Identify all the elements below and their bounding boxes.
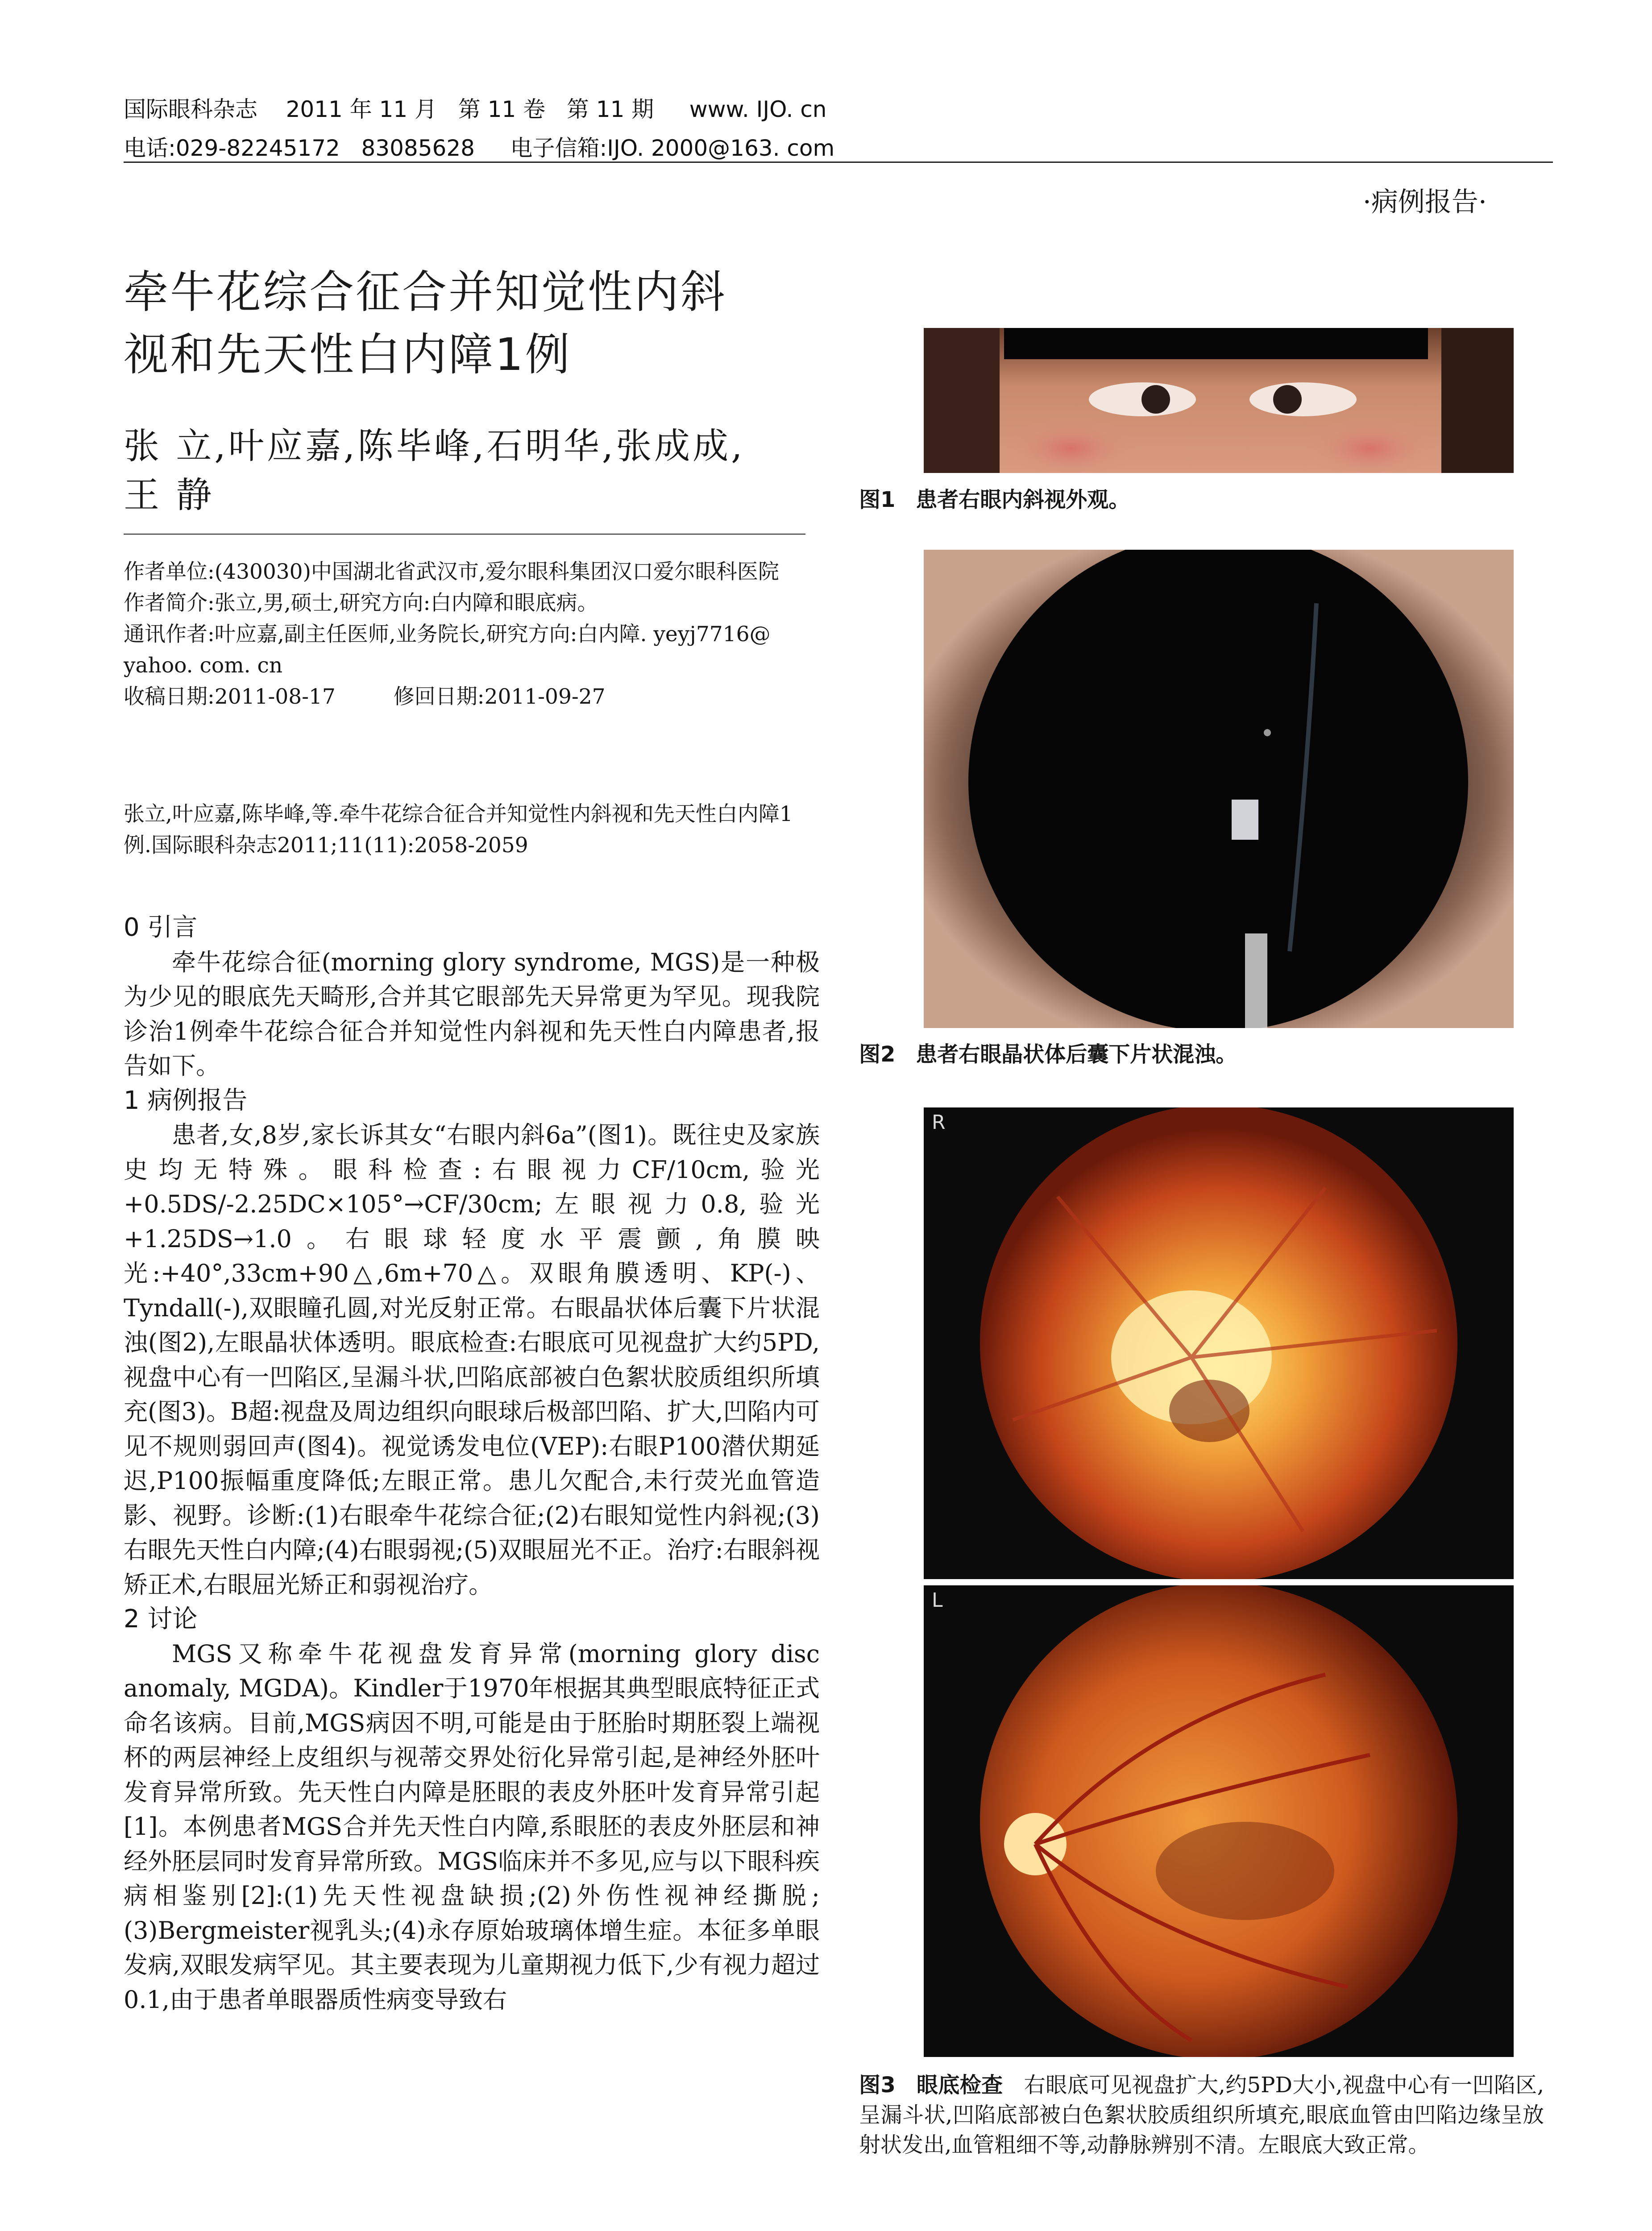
correspondence: 通讯作者:叶应嘉,副主任医师,业务院长,研究方向:白内障. yeyj7716@ yahoo. com. cn xyxy=(124,622,771,678)
figure-3-text: 右眼底可见视盘扩大,约5PD大小,视盘中心有一凹陷区,呈漏斗状,凹陷底部被白色絮状胶质组织所填充,眼底血管由凹陷边缘呈放射状发出,血管粗细不等,动静脉辨别不清。左眼底大致正常。 xyxy=(859,2073,1544,2157)
discussion-heading: 2 讨论 xyxy=(124,1605,198,1634)
title-line-2: 视和先天性白内障1例 xyxy=(124,328,572,381)
affiliation: 作者单位:(430030)中国湖北省武汉市,爱尔眼科集团汉口爱尔眼科医院 xyxy=(124,560,779,584)
figure-3-title: 眼底检查 xyxy=(916,2073,1003,2098)
figure-1-caption xyxy=(859,485,1130,515)
case-paragraph: 患者,女,8岁,家长诉其女“右眼内斜6a”(图1)。既往史及家族史均无特殊。眼科检查:右眼视力CF/10cm,验光+0.5DS/-2.25DC×105°→CF/30cm;左眼视力0.8,验光+1.25DS→1.0。右眼球轻度水平震颤,角膜映光:+40°,33cm+90△,6m+70△。双眼角膜透明、KP(-)、Tyndall(-),双眼瞳孔圆,对光反射正常。右眼晶状体后囊下片状混浊(图2),左眼晶状体透明。眼底检查:右眼底可见视盘扩大约5PD,视盘中心有一凹陷区,呈漏斗状,凹陷底部被白色絮状胶质组织所填充(图3)。B超:视盘及周边组织向眼球后极部凹陷、扩大,凹陷内可见不规则弱回声(图4)。视觉诱发电位(VEP):右眼P100潜伏期延迟,P100振幅重度降低;左眼正常。患儿欠配合,未行荧光血管造影、视野。诊断:(1)右眼牵牛花综合征;(2)右眼知觉性内斜视;(3)右眼先天性白内障;(4)右眼弱视;(5)双眼屈光不正。治疗:右眼斜视矫正术,右眼屈光矫正和弱视治疗。 xyxy=(124,1121,820,1599)
authors-rule xyxy=(124,534,805,535)
header-rule xyxy=(124,162,1553,163)
revised-date: 修回日期:2011-09-27 xyxy=(393,684,606,709)
fundus-left-label: L xyxy=(932,1589,943,1612)
figure-3-label: 图3 xyxy=(859,2073,896,2098)
case-heading: 1 病例报告 xyxy=(124,1086,248,1115)
authors-line-2: 王 静 xyxy=(124,474,215,516)
figure-3-fundus-left xyxy=(924,1585,1514,2057)
figure-3-caption xyxy=(859,2070,1544,2160)
section-tag: ·病例报告· xyxy=(1362,187,1487,218)
figure-2-label: 图2 xyxy=(859,1042,896,1067)
figure-1-photo xyxy=(924,328,1514,473)
figure-3-fundus-right xyxy=(924,1107,1514,1579)
figure-1-label: 图1 xyxy=(859,487,896,512)
journal-header-line2: 电话:029-82245172 83085628 电子信箱:IJO. 2000@163. com xyxy=(124,135,835,161)
fundus-right-label: R xyxy=(932,1111,946,1134)
intro-heading: 0 引言 xyxy=(124,913,198,942)
discussion-paragraph: MGS又称牵牛花视盘发育异常(morning glory disc anomaly, MGDA)。Kindler于1970年根据其典型眼底特征正式命名该病。目前,MGS病因不明,可能是由于胚胎时期胚裂上端视杯的两层神经上皮组织与视蒂交界处衍化异常引起,是神经外胚叶发育异常所致。先天性白内障是胚眼的表皮外胚叶发育异常引起[1]。本例患者MGS合并先天性白内障,系眼胚的表皮外胚层和神经外胚层同时发育异常所致。MGS临床并不多见,应与以下眼科疾病相鉴别[2]:(1)先天性视盘缺损;(2)外伤性视神经撕脱;(3)Bergmeister视乳头;(4)永存原始玻璃体增生症。本征多单眼发病,双眼发病罕见。其主要表现为儿童期视力低下,少有视力超过0.1,由于患者单眼器质性病变导致右 xyxy=(124,1639,820,2014)
figure-2-photo xyxy=(924,550,1514,1028)
dates xyxy=(124,681,820,713)
figure-1-text: 患者右眼内斜视外观。 xyxy=(916,487,1130,512)
article-metadata xyxy=(124,556,820,713)
figure-2-text: 患者右眼晶状体后囊下片状混浊。 xyxy=(916,1042,1237,1067)
received-date: 收稿日期:2011-08-17 xyxy=(124,684,336,709)
intro-paragraph: 牵牛花综合征(morning glory syndrome, MGS)是一种极为少见的眼底先天畸形,合并其它眼部先天异常更为罕见。现我院诊治1例牵牛花综合征合并知觉性内斜视和先天性白内障患者,报告如下。 xyxy=(124,948,820,1080)
figure-2-caption xyxy=(859,1040,1237,1070)
author-intro: 作者简介:张立,男,硕士,研究方向:白内障和眼底病。 xyxy=(124,591,598,615)
article-title xyxy=(124,261,820,386)
authors-line-1: 张 立,叶应嘉,陈毕峰,石明华,张成成, xyxy=(124,425,745,467)
title-line-1: 牵牛花综合征合并知觉性内斜 xyxy=(124,266,727,318)
journal-header-line1: 国际眼科杂志 2011 年 11 月 第 11 卷 第 11 期 www. IJO. cn xyxy=(124,96,827,122)
citation: 张立,叶应嘉,陈毕峰,等.牵牛花综合征合并知觉性内斜视和先天性白内障1例.国际眼科杂志2011;11(11):2058-2059 xyxy=(124,802,793,858)
authors xyxy=(124,422,820,520)
article-body xyxy=(124,910,820,2017)
